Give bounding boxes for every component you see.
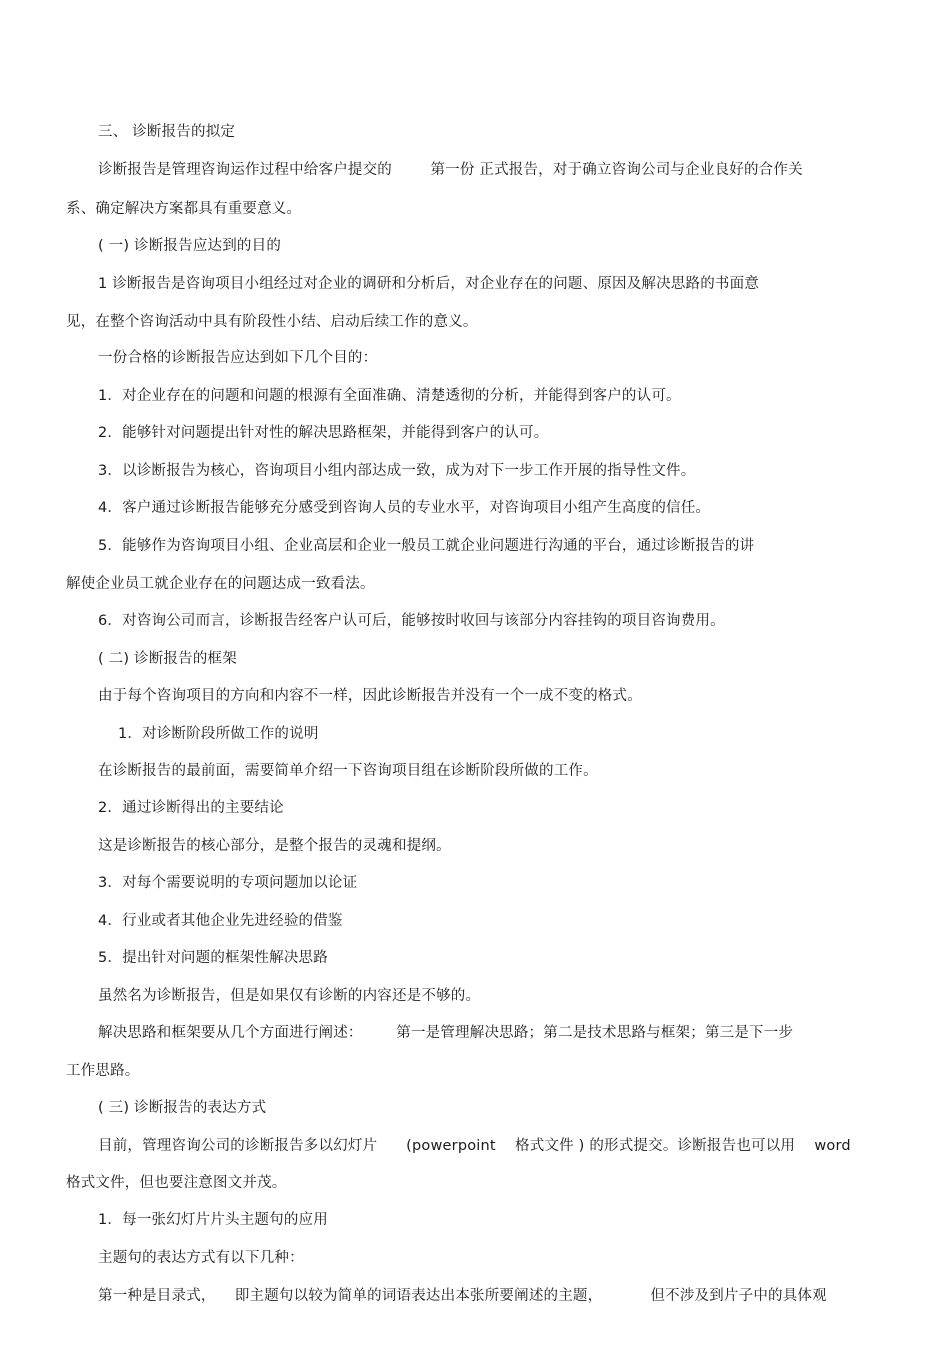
paragraph-line: 主题句的表达方式有以下几种： xyxy=(98,1250,304,1266)
paragraph-line: 由于每个咨询项目的方向和内容不一样，因此诊断报告并没有一个一成不变的格式。 xyxy=(98,688,642,704)
list-item: 3．对每个需要说明的专项问题加以论证 xyxy=(98,875,358,891)
paragraph-line: 虽然名为诊断报告，但是如果仅有诊断的内容还是不够的。 xyxy=(98,988,481,1004)
paragraph-line: 目前，管理咨询公司的诊断报告多以幻灯片 (powerpoint 格式文件 ) 的形式提交。诊断报告也可以用 word xyxy=(98,1138,851,1154)
list-item: 2．能够针对问题提出针对性的解决思路框架，并能得到客户的认可。 xyxy=(98,425,549,441)
paragraph-line: 诊断报告是管理咨询运作过程中给客户提交的 第一份 正式报告，对于确立咨询公司与企业良好的合作关 xyxy=(98,162,803,178)
list-item: 3．以诊断报告为核心，咨询项目小组内部达成一致，成为对下一步工作开展的指导性文件。 xyxy=(98,463,696,479)
paragraph-line: 这是诊断报告的核心部分，是整个报告的灵魂和提纲。 xyxy=(98,838,451,854)
paragraph-line: 格式文件，但也要注意图文并茂。 xyxy=(66,1175,287,1191)
list-item: 4．客户通过诊断报告能够充分感受到咨询人员的专业水平，对咨询项目小组产生高度的信任。 xyxy=(98,500,711,516)
list-item: 4．行业或者其他企业先进经验的借鉴 xyxy=(98,913,343,929)
list-item: 5．提出针对问题的框架性解决思路 xyxy=(98,950,328,966)
list-item: 1．每一张幻灯片片头主题句的应用 xyxy=(98,1212,328,1228)
paragraph-line: 一份合格的诊断报告应达到如下几个目的： xyxy=(98,350,378,366)
paragraph-line: 系、确定解决方案都具有重要意义。 xyxy=(66,201,302,217)
paragraph-line: 工作思路。 xyxy=(66,1063,140,1079)
paragraph-line: 第一种是目录式， 即主题句以较为简单的词语表达出本张所要阐述的主题， 但不涉及到片子中的具体观 xyxy=(98,1288,827,1304)
paragraph-line: 在诊断报告的最前面，需要简单介绍一下咨询项目组在诊断阶段所做的工作。 xyxy=(98,763,598,779)
list-item: 1．对诊断阶段所做工作的说明 xyxy=(118,726,319,742)
subsection-heading: ( 一) 诊断报告应达到的目的 xyxy=(98,238,282,254)
subsection-heading: ( 二) 诊断报告的框架 xyxy=(98,651,237,667)
list-item: 2．通过诊断得出的主要结论 xyxy=(98,800,284,816)
section-heading: 三、 诊断报告的拟定 xyxy=(98,124,236,140)
list-item: 解使企业员工就企业存在的问题达成一致看法。 xyxy=(66,576,375,592)
subsection-heading: ( 三) 诊断报告的表达方式 xyxy=(98,1100,267,1116)
paragraph-line: 见，在整个咨询活动中具有阶段性小结、启动后续工作的意义。 xyxy=(66,314,478,330)
list-item: 5．能够作为咨询项目小组、企业高层和企业一般员工就企业问题进行沟通的平台，通过诊断报告的讲 xyxy=(98,538,755,554)
list-item: 1．对企业存在的问题和问题的根源有全面准确、清楚透彻的分析，并能得到客户的认可。 xyxy=(98,388,681,404)
paragraph-line: 解决思路和框架要从几个方面进行阐述： 第一是管理解决思路；第二是技术思路与框架；第三是下一步 xyxy=(98,1025,794,1041)
paragraph-line: 1 诊断报告是咨询项目小组经过对企业的调研和分析后，对企业存在的问题、原因及解决思路的书面意 xyxy=(98,276,760,292)
list-item: 6．对咨询公司而言，诊断报告经客户认可后，能够按时收回与该部分内容挂钩的项目咨询费用。 xyxy=(98,613,725,629)
